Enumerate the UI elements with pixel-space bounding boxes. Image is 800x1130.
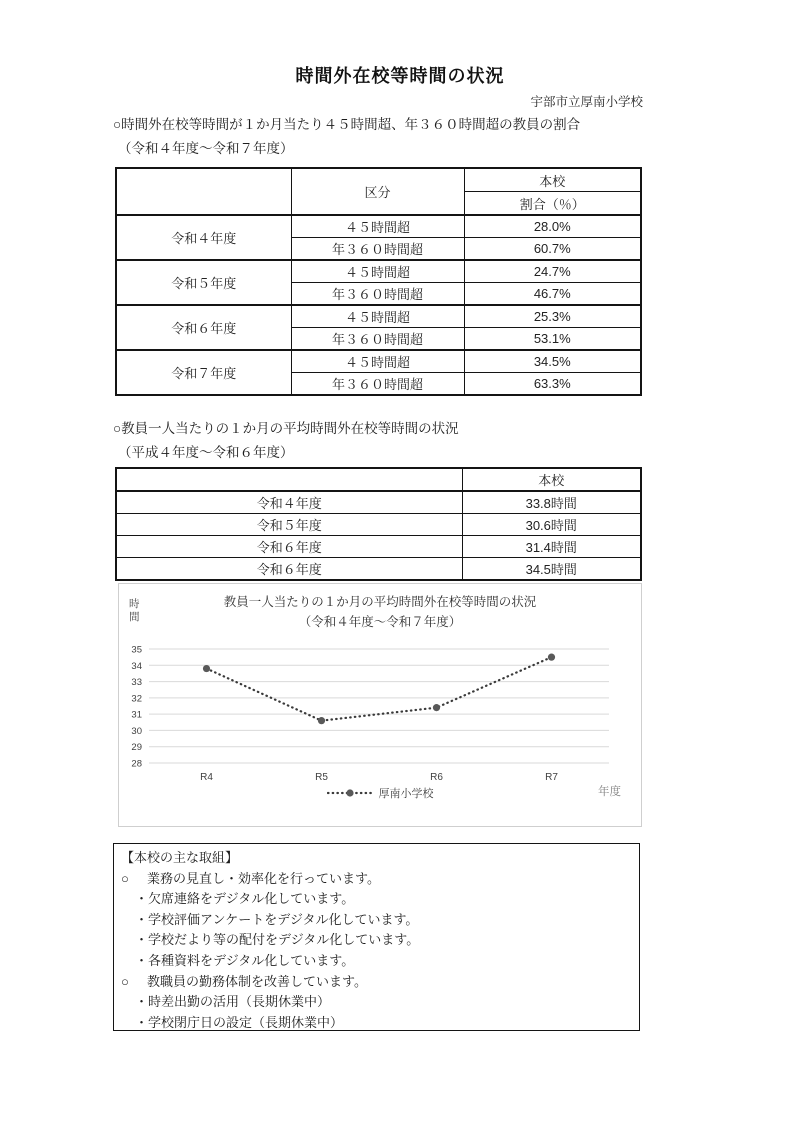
initiatives-box	[113, 843, 640, 1031]
section2-heading: ○教員一人当たりの１か月の平均時間外在校等時間の状況	[113, 421, 459, 436]
t2-value-cell: 33.8時間	[462, 491, 641, 514]
initiative-text: 業務の見直し・効率化を行っています。	[147, 870, 380, 886]
svg-text:33: 33	[131, 677, 142, 689]
initiative-item	[121, 972, 631, 993]
dot-bullet-icon: ・	[135, 994, 149, 1010]
svg-text:31: 31	[131, 709, 142, 721]
legend-series-label: 厚南小学校	[378, 788, 434, 800]
t1-value-cell: 53.1%	[464, 328, 641, 351]
initiatives-title: 【本校の主な取組】	[121, 850, 239, 865]
t1-label-cell: 年３６０時間超	[291, 238, 464, 261]
initiative-text: 欠席連絡をデジタル化しています。	[148, 891, 355, 907]
page-title: 時間外在校等時間の状況	[295, 66, 505, 86]
t1-corner-cell	[116, 168, 291, 215]
chart-x-axis-label: 年度	[598, 786, 621, 798]
initiative-item	[121, 869, 631, 890]
chart-subtitle: （令和４年度～令和７年度）	[298, 615, 462, 629]
t2-value-cell: 31.4時間	[462, 536, 641, 558]
chart-legend	[119, 785, 641, 801]
t1-value-cell: 24.7%	[464, 260, 641, 283]
t1-header-school: 本校	[464, 168, 641, 192]
overtime-ratio-table	[115, 167, 642, 396]
t1-year-cell: 令和７年度	[116, 350, 291, 395]
initiative-subitem	[121, 992, 631, 1013]
t1-label-cell: 年３６０時間超	[291, 328, 464, 351]
t1-value-cell: 34.5%	[464, 350, 641, 373]
t1-header-category: 区分	[291, 168, 464, 215]
initiative-subitem	[121, 930, 631, 951]
svg-text:R4: R4	[200, 772, 213, 783]
svg-text:30: 30	[131, 725, 142, 737]
svg-text:29: 29	[131, 742, 142, 754]
avg-overtime-table	[115, 467, 642, 581]
initiative-subitem	[121, 910, 631, 931]
t2-value-cell: 30.6時間	[462, 514, 641, 536]
t1-year-cell: 令和５年度	[116, 260, 291, 305]
t2-year-cell: 令和５年度	[116, 514, 462, 536]
t1-value-cell: 63.3%	[464, 373, 641, 396]
school-name: 宇部市立厚南小学校	[530, 95, 643, 109]
section1-subheading: （令和４年度～令和７年度）	[118, 141, 294, 156]
initiative-text: 学校閉庁日の設定（長期休業中）	[148, 1014, 344, 1030]
initiative-subitem	[121, 1013, 631, 1034]
t1-year-cell: 令和４年度	[116, 215, 291, 260]
t2-year-cell: 令和６年度	[116, 536, 462, 558]
t2-year-cell: 令和４年度	[116, 491, 462, 514]
svg-text:R5: R5	[315, 772, 328, 783]
initiative-text: 各種資料をデジタル化しています。	[148, 952, 355, 968]
svg-text:32: 32	[131, 693, 142, 705]
t2-corner-cell	[116, 468, 462, 491]
t2-value-cell: 34.5時間	[462, 558, 641, 581]
t1-year-cell: 令和６年度	[116, 305, 291, 350]
t1-label-cell: ４５時間超	[291, 350, 464, 373]
chart-y-axis-label: 時間	[129, 598, 140, 623]
t1-header-unit: 割合（％）	[464, 192, 641, 216]
initiative-text: 時差出勤の活用（長期休業中）	[148, 994, 331, 1010]
t1-label-cell: ４５時間超	[291, 215, 464, 238]
dot-bullet-icon: ・	[135, 891, 149, 907]
t1-label-cell: 年３６０時間超	[291, 283, 464, 306]
t1-label-cell: ４５時間超	[291, 260, 464, 283]
t1-value-cell: 28.0%	[464, 215, 641, 238]
svg-text:28: 28	[131, 758, 142, 770]
chart-title: 教員一人当たりの１か月の平均時間外在校等時間の状況	[223, 595, 537, 609]
dot-bullet-icon: ・	[135, 932, 149, 948]
t1-value-cell: 25.3%	[464, 305, 641, 328]
initiative-subitem	[121, 889, 631, 910]
t1-label-cell: ４５時間超	[291, 305, 464, 328]
t2-year-cell: 令和６年度	[116, 558, 462, 581]
section2-subheading: （平成４年度～令和６年度）	[118, 445, 294, 460]
t2-header-school: 本校	[462, 468, 641, 491]
section1-heading: ○時間外在校等時間が１か月当たり４５時間超、年３６０時間超の教員の割合	[113, 117, 581, 132]
avg-overtime-line-chart	[118, 583, 642, 827]
t1-label-cell: 年３６０時間超	[291, 373, 464, 396]
t1-value-cell: 46.7%	[464, 283, 641, 306]
svg-text:R7: R7	[545, 772, 558, 783]
svg-text:34: 34	[131, 660, 142, 672]
initiative-text: 学校評価アンケートをデジタル化しています。	[148, 911, 419, 927]
circle-bullet-icon: ○	[121, 973, 129, 989]
dot-bullet-icon: ・	[135, 952, 149, 968]
svg-text:R6: R6	[430, 772, 443, 783]
t1-value-cell: 60.7%	[464, 238, 641, 261]
initiative-subitem	[121, 951, 631, 972]
initiative-text: 学校だより等の配付をデジタル化しています。	[148, 932, 420, 948]
initiative-text: 教職員の勤務体制を改善しています。	[147, 973, 367, 989]
legend-line-marker-icon	[327, 788, 373, 798]
dot-bullet-icon: ・	[135, 911, 149, 927]
circle-bullet-icon: ○	[121, 870, 129, 886]
svg-text:35: 35	[131, 644, 142, 656]
dot-bullet-icon: ・	[135, 1014, 149, 1030]
